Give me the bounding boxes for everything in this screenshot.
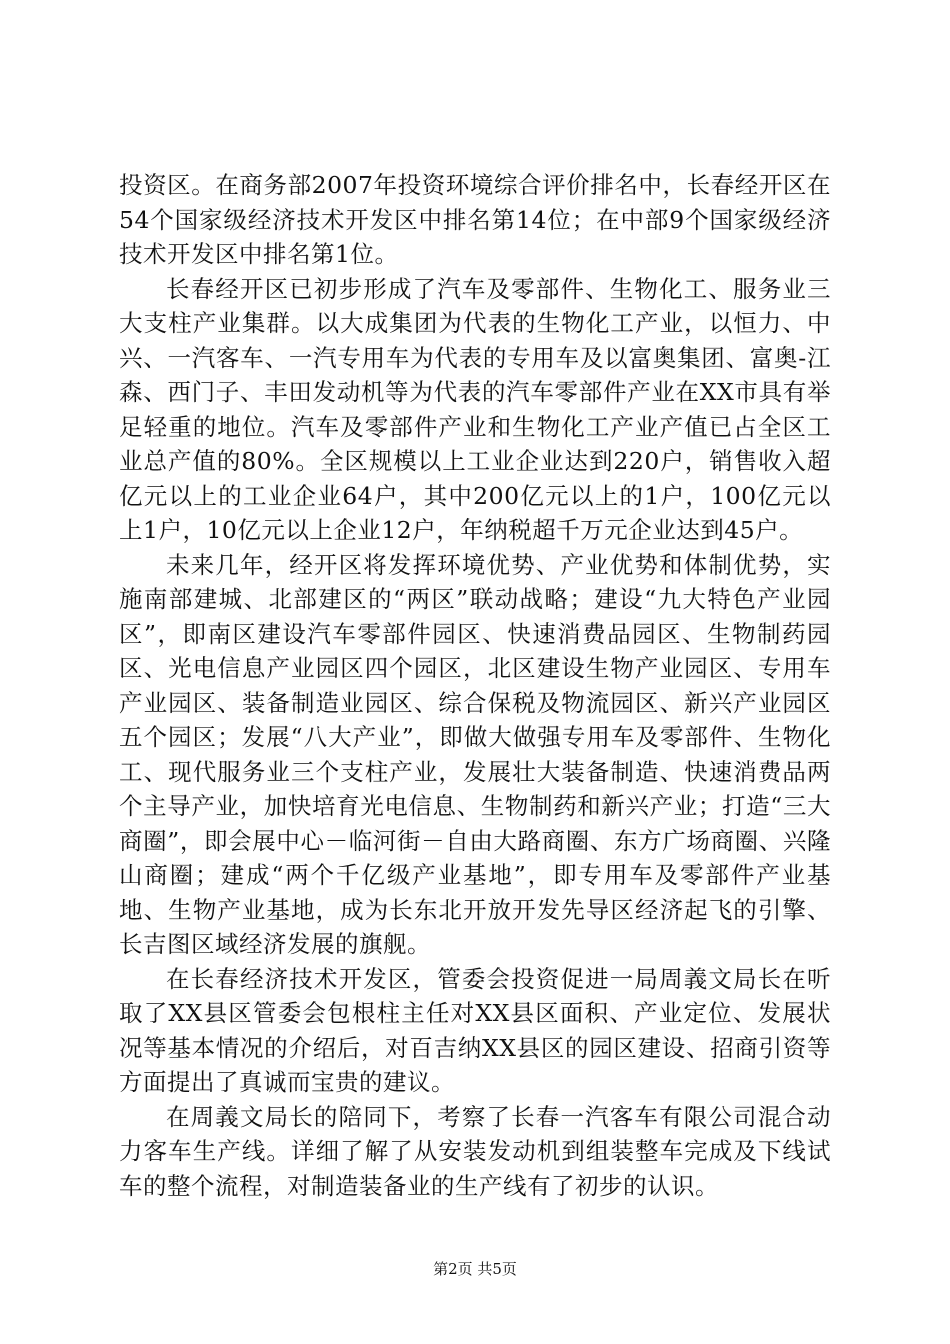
- paragraph-1: 投资区。在商务部2007年投资环境综合评价排名中，长春经开区在54个国家级经济技术开发区中排名第14位；在中部9个国家级经济技术开发区中排名第1位。: [119, 171, 831, 268]
- page-footer: 第2页 共5页: [433, 1260, 517, 1278]
- document-body: [119, 168, 831, 1203]
- paragraph-2: 长春经开区已初步形成了汽车及零部件、生物化工、服务业三大支柱产业集群。以大成集团为代表的生物化工产业，以恒力、中兴、一汽客车、一汽专用车为代表的专用车及以富奥集团、富奥-江森、西门子、丰田发动机等为代表的汽车零部件产业在XX市具有举足轻重的地位。汽车及零部件产业和生物化工产业产值已占全区工业总产值的80%。全区规模以上工业企业达到220户，销售收入超亿元以上的工业企业64户，其中200亿元以上的1户，100亿元以上1户，10亿元以上企业12户，年纳税超千万元企业达到45户。: [119, 274, 831, 544]
- paragraph-5: 在周義文局长的陪同下，考察了长春一汽客车有限公司混合动力客车生产线。详细了解了从安装发动机到组装整车完成及下线试车的整个流程，对制造装备业的生产线有了初步的认识。: [119, 1102, 831, 1200]
- paragraph-3: 未来几年，经开区将发挥环境优势、产业优势和体制优势，实施南部建城、北部建区的“两区”联动战略；建设“九大特色产业园区”，即南区建设汽车零部件园区、快速消费品园区、生物制药园区、光电信息产业园区四个园区，北区建设生物产业园区、专用车产业园区、装备制造业园区、综合保税及物流园区、新兴产业园区五个园区；发展“八大产业”，即做大做强专用车及零部件、生物化工、现代服务业三个支柱产业，发展壮大装备制造、快速消费品两个主导产业，加快培育光电信息、生物制药和新兴产业；打造“三大商圈”，即会展中心－临河街－自由大路商圈、东方广场商圈、兴隆山商圈；建成“两个千亿级产业基地”，即专用车及零部件产业基地、生物产业基地，成为长东北开放开发先导区经济起飞的引擎、长吉图区域经济发展的旗舰。: [119, 550, 831, 958]
- paragraph-4: 在长春经济技术开发区，管委会投资促进一局周義文局长在听取了XX县区管委会包根柱主任对XX县区面积、产业定位、发展状况等基本情况的介绍后，对百吉纳XX县区的园区建设、招商引资等方面提出了真诚而宝贵的建议。: [119, 964, 831, 1096]
